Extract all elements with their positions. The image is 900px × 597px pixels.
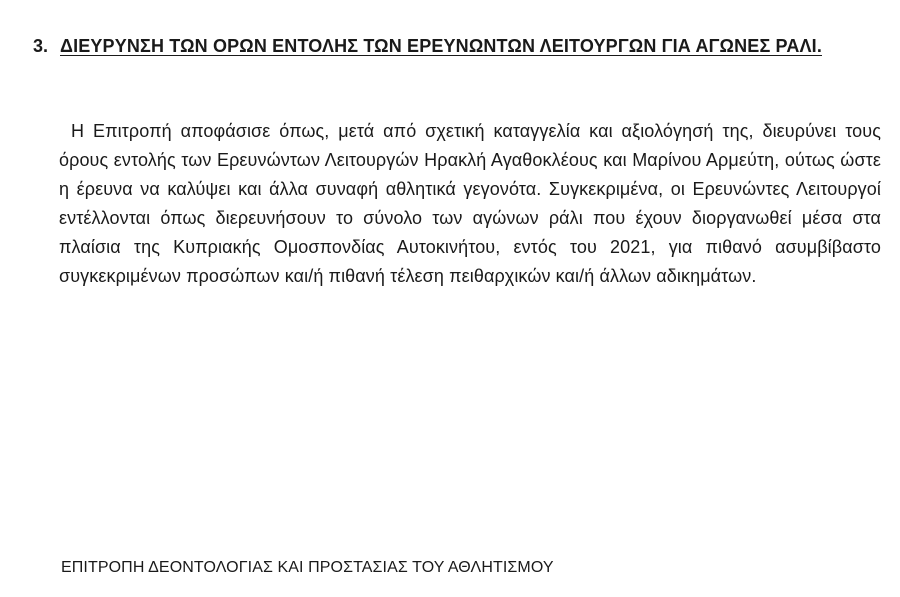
section-heading <box>33 33 885 60</box>
section-number: 3. <box>33 36 49 56</box>
footer-organization: ΕΠΙΤΡΟΠΗ ΔΕΟΝΤΟΛΟΓΙΑΣ ΚΑΙ ΠΡΟΣΤΑΣΙΑΣ ΤΟΥ ΑΘΛΗΤΙΣΜΟΥ <box>61 559 554 576</box>
section-title: ΔΙΕΥΡΥΝΣΗ ΤΩΝ ΟΡΩΝ ΕΝΤΟΛΗΣ ΤΩΝ ΕΡΕΥΝΩΝΤΩΝ ΛΕΙΤΟΥΡΓΩΝ ΓΙΑ ΑΓΩΝΕΣ ΡΑΛΙ. <box>60 36 822 56</box>
body-paragraph: Η Επιτροπή αποφάσισε όπως, μετά από σχετική καταγγελία και αξιολόγησή της, διευρύνει τους όρους εντολής των Ερευνώντων Λειτουργών Ηρακλή Αγαθοκλέους και Μαρίνου Αρμεύτη, ούτως ώστε η έρευνα να καλύψει και άλλα συναφή αθλητικά γεγονότα. Συγκεκριμένα, οι Ερευνώντες Λειτουργοί εντέλλονται όπως διερευνήσουν το σύνολο των αγώνων ράλι που έχουν διοργανωθεί μέσα στα πλαίσια της Κυπριακής Ομοσπονδίας Αυτοκινήτου, εντός του 2021, για πιθανό ασυμβίβαστο συγκεκριμένων προσώπων και/ή πιθανή τέλεση πειθαρχικών και/ή άλλων αδικημάτων. <box>59 121 881 286</box>
